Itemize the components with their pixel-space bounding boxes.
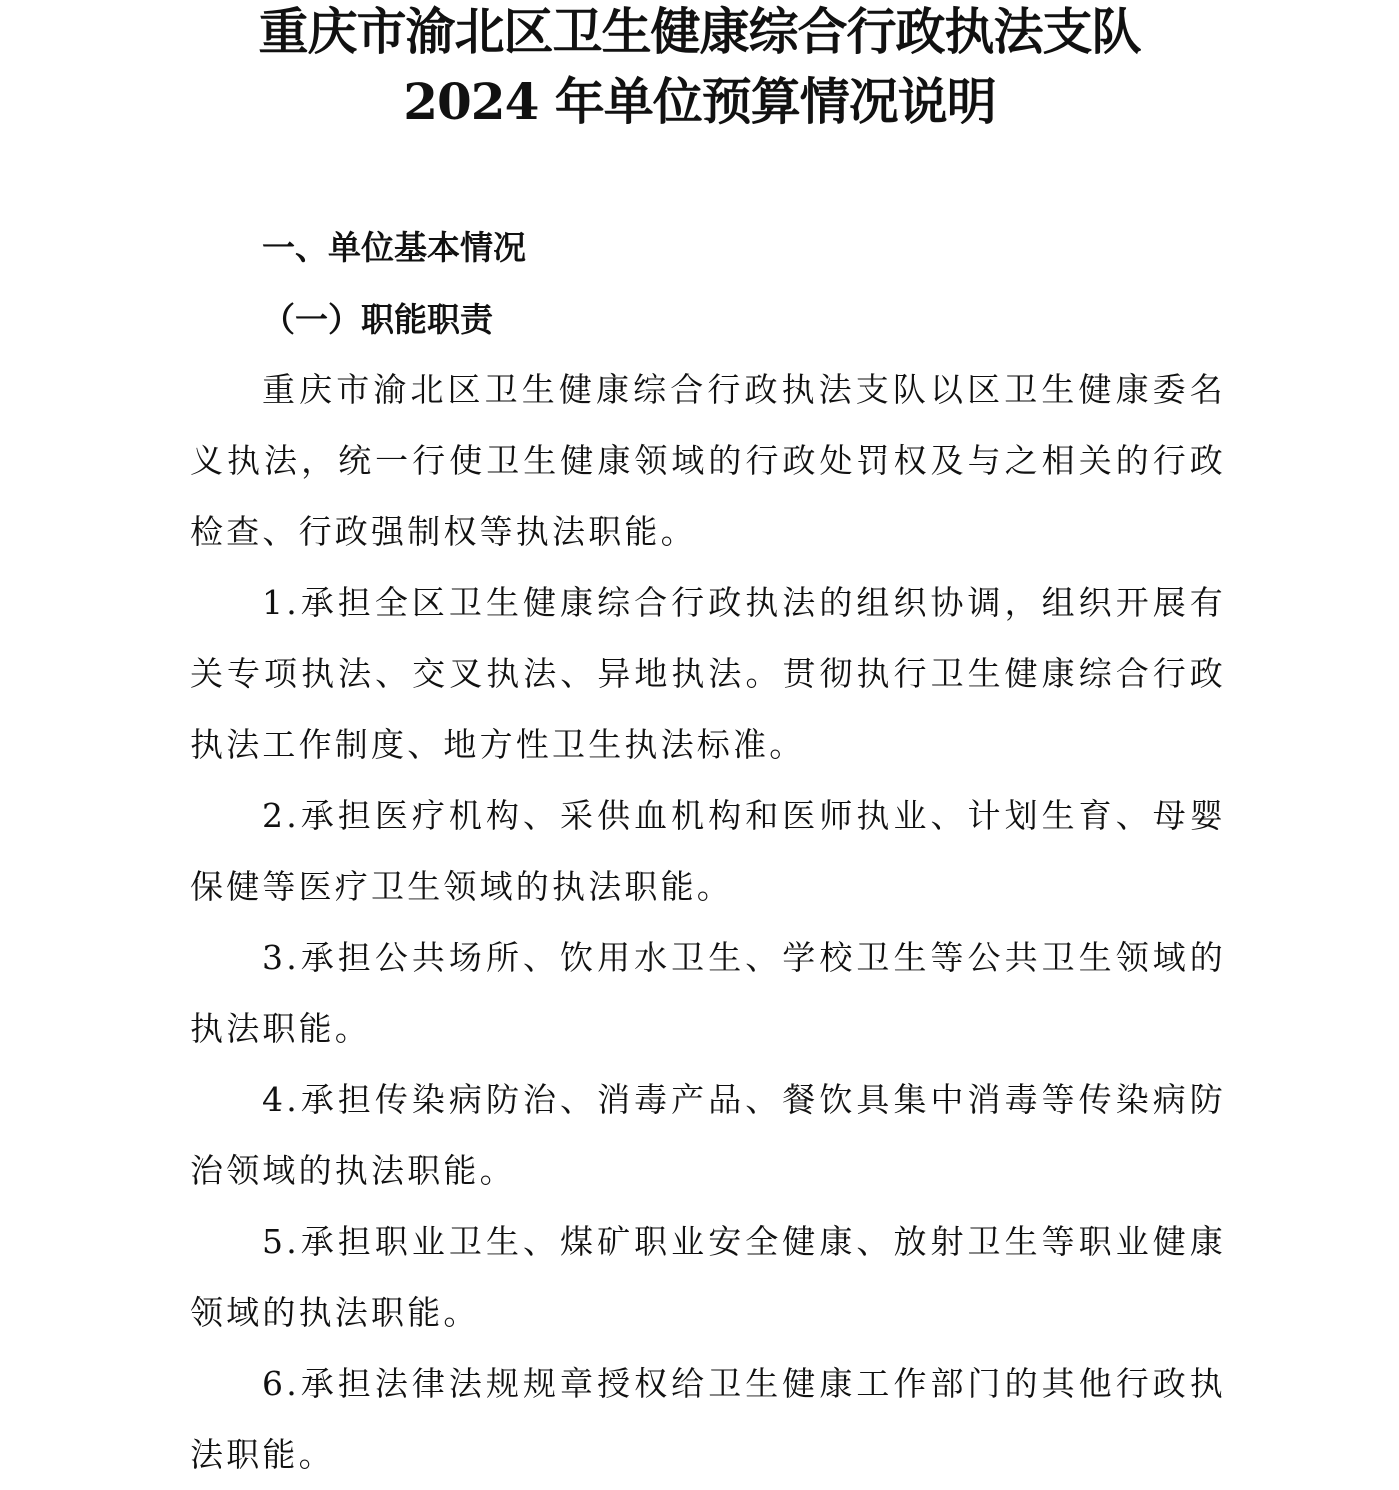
paragraph-duty-1: 1.承担全区卫生健康综合行政执法的组织协调，组织开展有关专项执法、交叉执法、异地执法。贯彻执行卫生健康综合行政执法工作制度、地方性卫生执法标准。	[190, 583, 1226, 764]
body-text	[190, 354, 1226, 1490]
subsection-heading: （一）职能职责	[262, 300, 493, 339]
paragraph-intro: 重庆市渝北区卫生健康综合行政执法支队以区卫生健康委名义执法，统一行使卫生健康领域的行政处罚权及与之相关的行政检查、行政强制权等执法职能。	[190, 370, 1226, 551]
section-heading: 一、单位基本情况	[262, 228, 526, 267]
paragraph-duty-4: 4.承担传染病防治、消毒产品、餐饮具集中消毒等传染病防治领域的执法职能。	[190, 1080, 1226, 1190]
paragraph-duty-6: 6.承担法律法规规章授权给卫生健康工作部门的其他行政执法职能。	[190, 1364, 1226, 1474]
document-title-line2: 2024 年单位预算情况说明	[403, 72, 996, 131]
paragraph-duty-5: 5.承担职业卫生、煤矿职业安全健康、放射卫生等职业健康领域的执法职能。	[190, 1222, 1226, 1332]
document-title-line1: 重庆市渝北区卫生健康综合行政执法支队	[258, 2, 1141, 61]
paragraph-duty-2: 2.承担医疗机构、采供血机构和医师执业、计划生育、母婴保健等医疗卫生领域的执法职能。	[190, 796, 1226, 906]
paragraph-duty-3: 3.承担公共场所、饮用水卫生、学校卫生等公共卫生领域的执法职能。	[190, 938, 1226, 1048]
